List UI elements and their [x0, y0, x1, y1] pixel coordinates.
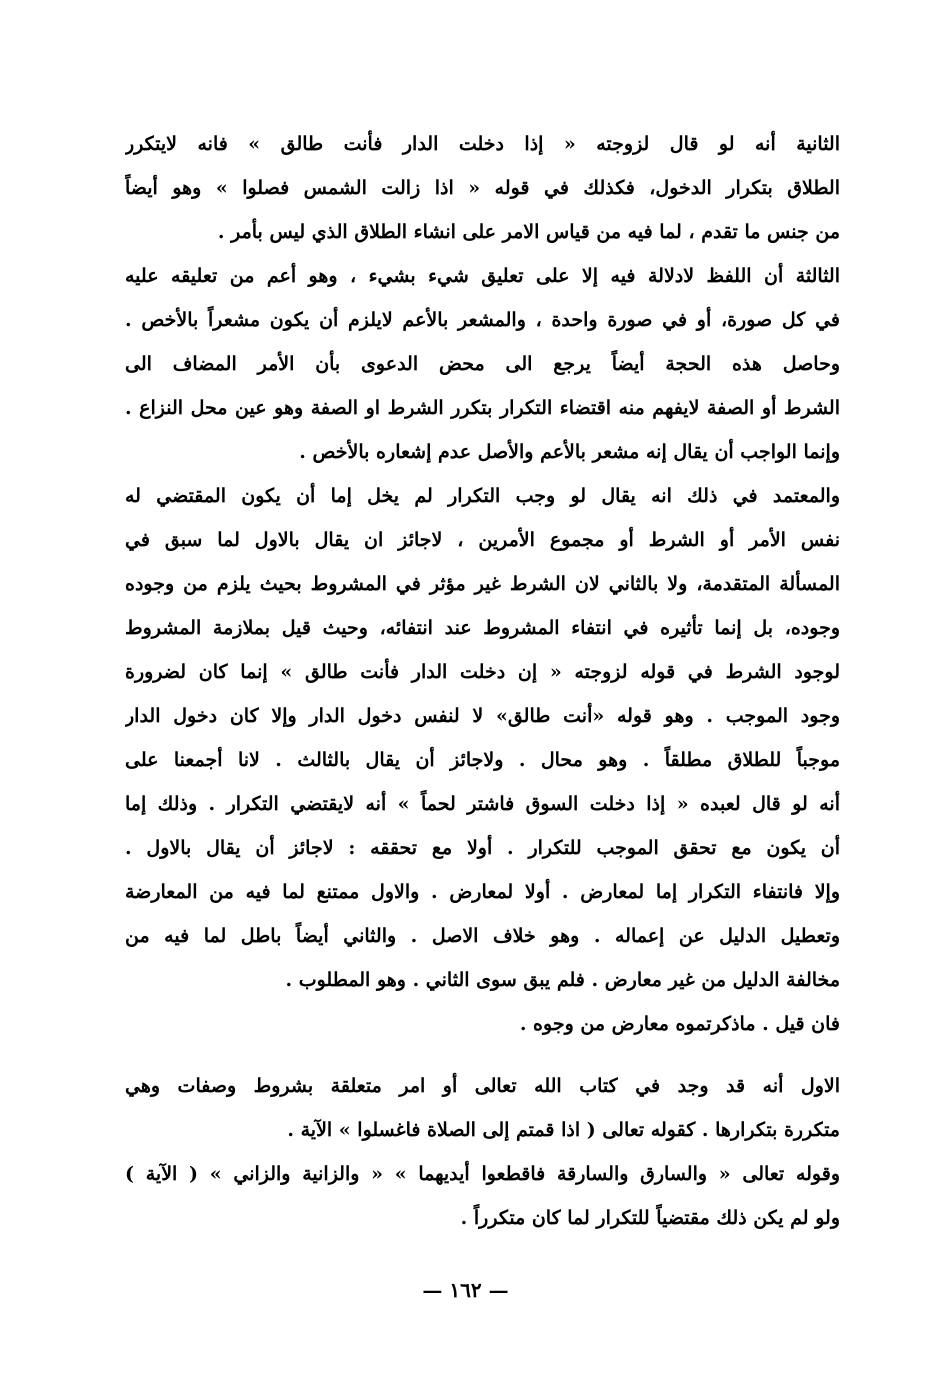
text-line: من جنس ما تقدم ، لما فيه من قياس الامر على انشاء الطلاق الذي ليس بأمر . — [217, 221, 840, 243]
text-line: والمعتمد في ذلك انه يقال لو وجب التكرار لم يخل إما أن يكون المقتضي له — [125, 485, 840, 507]
text-line: أن يكون مع تحقق الموجب للتكرار . أولا مع تحققه : لاجائز أن يقال بالاول . — [125, 837, 840, 859]
text-line: وحاصل هذه الحجة أيضاً يرجع الى محض الدعوى بأن الأمر المضاف الى — [125, 353, 840, 375]
text-line: وجود الموجب . وهو قوله «أنت طالق» لا لنفس دخول الدار وإلا كان دخول الدار — [125, 705, 840, 727]
text-line: الثالثة أن اللفظ لادلالة فيه إلا على تعليق شيء بشيء ، وهو أعم من تعليقه عليه — [125, 265, 840, 287]
text-line: مخالفة الدليل من غير معارض . فلم يبق سوى الثاني . وهو المطلوب . — [285, 969, 840, 991]
text-line: نفس الأمر أو الشرط أو مجموع الأمرين ، لاجائز ان يقال بالاول لما سبق في — [125, 529, 840, 551]
text-line: أنه لو قال لعبده « إذا دخلت السوق فاشتر لحماً » أنه لايقتضي التكرار . وذلك إما — [125, 793, 840, 815]
text-line: لوجود الشرط في قوله لزوجته « إن دخلت الدار فأنت طالق » إنما كان لضرورة — [125, 661, 840, 683]
text-line: المسألة المتقدمة، ولا بالثاني لان الشرط غير مؤثر في المشروط بحيث يلزم من وجوده — [125, 573, 840, 595]
paragraph-gap — [125, 1046, 840, 1064]
text-line: الطلاق بتكرار الدخول، فكذلك في قوله « اذا زالت الشمس فصلوا » وهو أيضاً — [125, 177, 840, 199]
text-line: الثانية أنه لو قال لزوجته « إذا دخلت الدار فأنت طالق » فانه لايتكرر — [125, 133, 840, 155]
text-line: الشرط أو الصفة لايفهم منه اقتضاء التكرار بتكرر الشرط او الصفة وهو عين محل النزاع . — [125, 397, 840, 419]
text-line: الاول أنه قد وجد في كتاب الله تعالى أو امر متعلقة بشروط وصفات وهي — [125, 1075, 840, 1097]
text-line: ولو لم يكن ذلك مقتضياً للتكرار لما كان متكرراً . — [460, 1207, 840, 1229]
text-line: وقوله تعالى « والسارق والسارقة فاقطعوا أيديهما » « والزانية والزاني » ( الآية ) — [125, 1163, 840, 1185]
text-line: متكررة بتكرارها . كقوله تعالى ( اذا قمتم إلى الصلاة فاغسلوا » الآية . — [287, 1119, 840, 1141]
text-line: وجوده، بل إنما تأثيره في انتفاء المشروط عند انتفائه، وحيث قيل بملازمة المشروط — [125, 617, 840, 639]
text-line: وتعطيل الدليل عن إعماله . وهو خلاف الاصل . والثاني أيضاً باطل لما فيه من — [125, 925, 840, 947]
text-line: موجباً للطلاق مطلقاً . وهو محال . ولاجائز أن يقال بالثالث . لانا أجمعنا على — [125, 749, 840, 771]
text-line: وإلا فانتفاء التكرار إما لمعارض . أولا لمعارض . والاول ممتنع لما فيه من المعارضة — [125, 881, 840, 903]
body-text — [125, 122, 840, 1240]
text-line: وإنما الواجب أن يقال إنه مشعر بالأعم والأصل عدم إشعاره بالأخص . — [299, 441, 840, 463]
text-line: في كل صورة، أو في صورة واحدة ، والمشعر بالأعم لايلزم أن يكون مشعراً بالأخص . — [125, 309, 840, 331]
text-line: فان قيل . ماذكرتموه معارض من وجوه . — [519, 1013, 840, 1035]
page-number: — ١٦٢ — — [422, 1278, 509, 1302]
